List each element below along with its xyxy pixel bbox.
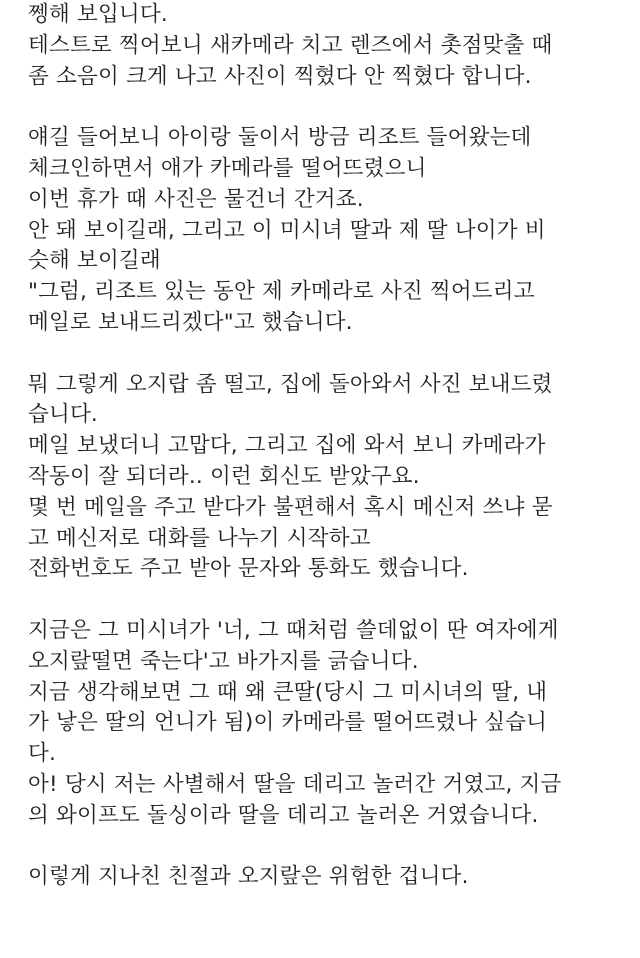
text-line: 작동이 잘 되더라.. 이런 회신도 받았구요. — [28, 463, 420, 489]
document-body-text — [28, 0, 633, 893]
text-line: 아! 당시 저는 사별해서 딸을 데리고 놀러간 거였고, 지금 — [28, 771, 562, 797]
text-line: 전화번호도 주고 받아 문자와 통화도 했습니다. — [28, 556, 469, 582]
text-line: 테스트로 찍어보니 새카메라 치고 렌즈에서 촛점맞출 때 — [28, 32, 553, 58]
text-line: 의 와이프도 돌싱이라 딸을 데리고 놀러온 거였습니다. — [28, 802, 539, 828]
text-line: "그럼, 리조트 있는 동안 제 카메라로 사진 찍어드리고 — [28, 279, 535, 305]
text-line: 좀 소음이 크게 나고 사진이 찍혔다 안 찍혔다 합니다. — [28, 63, 532, 89]
text-line: 다. — [28, 741, 57, 767]
paragraph-gap — [28, 339, 633, 370]
text-line: 오지랖떨면 죽는다'고 바가지를 긁습니다. — [28, 648, 419, 674]
text-line: 몇 번 메일을 주고 받다가 불편해서 혹시 메신저 쓰냐 묻 — [28, 494, 553, 520]
text-line: 메일로 보내드리겠다"고 했습니다. — [28, 309, 353, 335]
text-line: 얘길 들어보니 아이랑 둘이서 방금 리조트 들어왔는데 — [28, 125, 532, 151]
text-line: 가 낳은 딸의 언니가 됨)이 카메라를 떨어뜨렸나 싶습니 — [28, 710, 548, 736]
text-line: 이렇게 지나친 친절과 오지랖은 위험한 겁니다. — [28, 864, 469, 890]
text-line: 지금 생각해보면 그 때 왜 큰딸(당시 그 미시녀의 딸, 내 — [28, 679, 548, 705]
text-line: 체크인하면서 애가 카메라를 떨어뜨렸으니 — [28, 155, 427, 181]
text-line: 습니다. — [28, 402, 98, 428]
text-line: 이번 휴가 때 사진은 물건너 간거죠. — [28, 186, 364, 212]
text-line: 안 돼 보이길래, 그리고 이 미시녀 딸과 제 딸 나이가 비 — [28, 217, 546, 243]
text-line: 슷해 보이길래 — [28, 248, 161, 274]
text-line: 쩽해 보입니다. — [28, 2, 168, 27]
paragraph-gap — [28, 92, 633, 123]
text-line: 메일 보냈더니 고맙다, 그리고 집에 와서 보니 카메라가 — [28, 433, 546, 459]
text-line: 고 메신저로 대화를 나누기 시작하고 — [28, 525, 371, 551]
text-line: 뭐 그렇게 오지랍 좀 떨고, 집에 돌아와서 사진 보내드렸 — [28, 371, 553, 397]
paragraph-gap — [28, 832, 633, 863]
text-line: 지금은 그 미시녀가 '너, 그 때처럼 쓸데없이 딴 여자에게 — [28, 617, 559, 643]
paragraph-gap — [28, 585, 633, 616]
